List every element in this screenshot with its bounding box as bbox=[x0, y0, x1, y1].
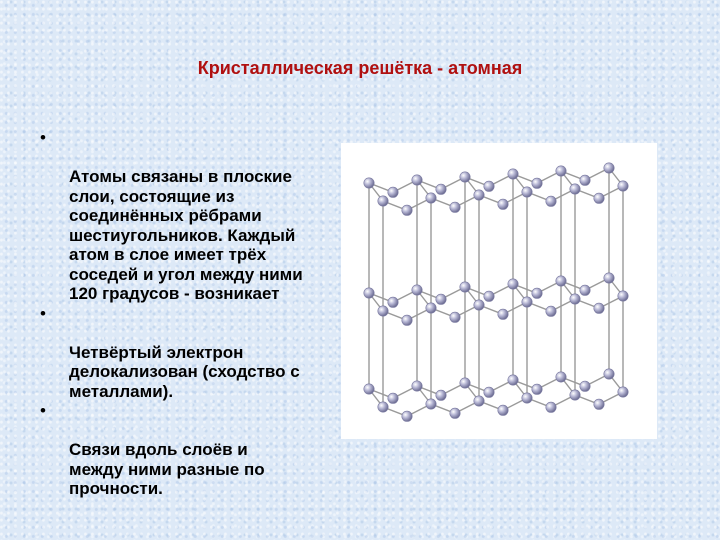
carbon-atom bbox=[378, 196, 388, 206]
carbon-atom bbox=[498, 405, 508, 415]
carbon-atom bbox=[570, 390, 580, 400]
carbon-atom bbox=[460, 172, 470, 182]
bullet-text: Атомы связаны в плоские слои, состоящие из соединённых рёбрами шестиугольников. Каждый атом в слое имеет трёх соседей и угол между ними 120 градусов - возникает bbox=[69, 167, 303, 303]
carbon-atom bbox=[604, 273, 614, 283]
bullet-text: Четвёртый электрон делокализован (сходство с металлами). bbox=[69, 342, 300, 401]
graphite-lattice-figure bbox=[341, 143, 657, 439]
carbon-atom bbox=[580, 381, 590, 391]
carbon-atom bbox=[364, 384, 374, 394]
carbon-atom bbox=[388, 297, 398, 307]
bullet-marker: • bbox=[40, 128, 46, 147]
bullet-marker: • bbox=[40, 401, 46, 420]
carbon-atom bbox=[436, 390, 446, 400]
carbon-atom bbox=[532, 384, 542, 394]
bullet-list bbox=[40, 128, 345, 499]
carbon-atom bbox=[604, 369, 614, 379]
carbon-atom bbox=[604, 163, 614, 173]
carbon-atom bbox=[364, 178, 374, 188]
carbon-atom bbox=[388, 393, 398, 403]
carbon-atom bbox=[508, 169, 518, 179]
carbon-atom bbox=[580, 285, 590, 295]
carbon-atom bbox=[508, 279, 518, 289]
carbon-atom bbox=[426, 303, 436, 313]
bullet-item bbox=[40, 401, 345, 499]
carbon-atom bbox=[474, 300, 484, 310]
carbon-atom bbox=[484, 291, 494, 301]
carbon-atom bbox=[364, 288, 374, 298]
carbon-atom bbox=[436, 184, 446, 194]
carbon-atom bbox=[402, 205, 412, 215]
carbon-atom bbox=[450, 408, 460, 418]
carbon-atom bbox=[618, 387, 628, 397]
carbon-atom bbox=[378, 306, 388, 316]
carbon-atom bbox=[532, 178, 542, 188]
carbon-atom bbox=[556, 166, 566, 176]
carbon-atom bbox=[484, 387, 494, 397]
carbon-atom bbox=[402, 315, 412, 325]
carbon-atom bbox=[522, 187, 532, 197]
carbon-atom bbox=[378, 402, 388, 412]
carbon-atom bbox=[618, 291, 628, 301]
carbon-atom bbox=[436, 294, 446, 304]
carbon-atom bbox=[580, 175, 590, 185]
carbon-atom bbox=[498, 309, 508, 319]
carbon-atom bbox=[594, 303, 604, 313]
carbon-atom bbox=[402, 411, 412, 421]
carbon-atom bbox=[412, 175, 422, 185]
lattice-diagram bbox=[341, 143, 657, 439]
bullet-item bbox=[40, 128, 345, 304]
carbon-atom bbox=[546, 196, 556, 206]
carbon-atom bbox=[570, 294, 580, 304]
carbon-atom bbox=[570, 184, 580, 194]
carbon-atom bbox=[388, 187, 398, 197]
carbon-atom bbox=[498, 199, 508, 209]
carbon-atom bbox=[618, 181, 628, 191]
carbon-atom bbox=[426, 399, 436, 409]
carbon-atom bbox=[594, 193, 604, 203]
bullet-marker: • bbox=[40, 303, 46, 323]
carbon-atom bbox=[556, 276, 566, 286]
carbon-atom bbox=[508, 375, 518, 385]
carbon-atom bbox=[460, 282, 470, 292]
bullet-text: Связи вдоль слоёв и между ними разные по прочности. bbox=[69, 440, 265, 498]
carbon-atom bbox=[460, 378, 470, 388]
slide-title: Кристаллическая решётка - атомная bbox=[197, 58, 523, 78]
carbon-atom bbox=[522, 393, 532, 403]
carbon-atom bbox=[532, 288, 542, 298]
bullet-item bbox=[40, 304, 345, 402]
carbon-atom bbox=[546, 306, 556, 316]
carbon-atom bbox=[522, 297, 532, 307]
carbon-atom bbox=[546, 402, 556, 412]
carbon-atom bbox=[594, 399, 604, 409]
carbon-atom bbox=[474, 190, 484, 200]
carbon-atom bbox=[412, 285, 422, 295]
carbon-atom bbox=[450, 202, 460, 212]
carbon-atom bbox=[474, 396, 484, 406]
carbon-atom bbox=[484, 181, 494, 191]
carbon-atom bbox=[412, 381, 422, 391]
carbon-atom bbox=[450, 312, 460, 322]
carbon-atom bbox=[556, 372, 566, 382]
carbon-atom bbox=[426, 193, 436, 203]
